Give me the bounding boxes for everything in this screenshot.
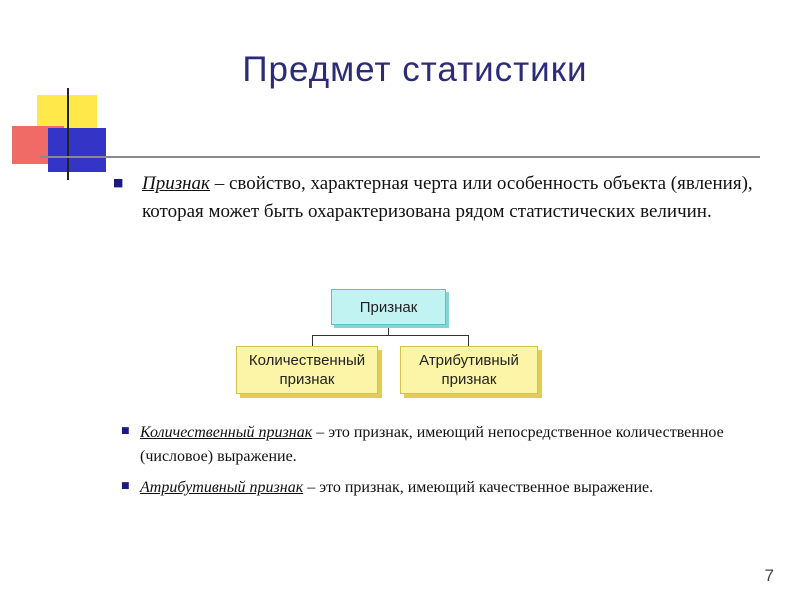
definition-term: Признак — [142, 173, 210, 194]
square-bullet-icon: ■ — [121, 481, 130, 491]
decorative-vertical-line — [67, 88, 69, 180]
diagram-root-label: Признак — [359, 298, 418, 316]
definition-text: – свойство, характерная черта или особенность объекта (явления), которая может быть охарактеризована рядом статистических величин. — [142, 173, 753, 222]
description-term: Атрибутивный признак — [140, 479, 304, 496]
connector-right-branch — [468, 335, 469, 346]
title-divider — [40, 156, 760, 158]
diagram-left-line2: признак — [279, 371, 335, 388]
diagram-right-line1: Атрибутивный — [419, 352, 519, 369]
square-bullet-icon: ■ — [121, 426, 130, 436]
page-number: 7 — [764, 566, 774, 585]
connector-horizontal — [312, 335, 468, 336]
description-quantitative — [140, 421, 795, 469]
diagram-attributive-node — [400, 346, 538, 394]
diagram-root-node — [331, 289, 446, 325]
decorative-blue-block — [48, 128, 106, 172]
diagram-quantitative-node — [236, 346, 378, 394]
slide-title: Предмет статистики — [242, 50, 588, 89]
diagram-right-line2: признак — [441, 371, 497, 388]
square-bullet-icon: ■ — [113, 176, 124, 189]
description-text: – это признак, имеющий качественное выражение. — [303, 479, 654, 496]
description-text: – это признак, имеющий непосредственное количественное (числовое) выражение. — [140, 424, 724, 465]
diagram-left-line1: Количественный — [248, 352, 366, 369]
definition-paragraph — [142, 170, 792, 226]
description-term: Количественный признак — [140, 424, 313, 441]
connector-left-branch — [312, 335, 313, 346]
description-attributive — [140, 476, 795, 500]
